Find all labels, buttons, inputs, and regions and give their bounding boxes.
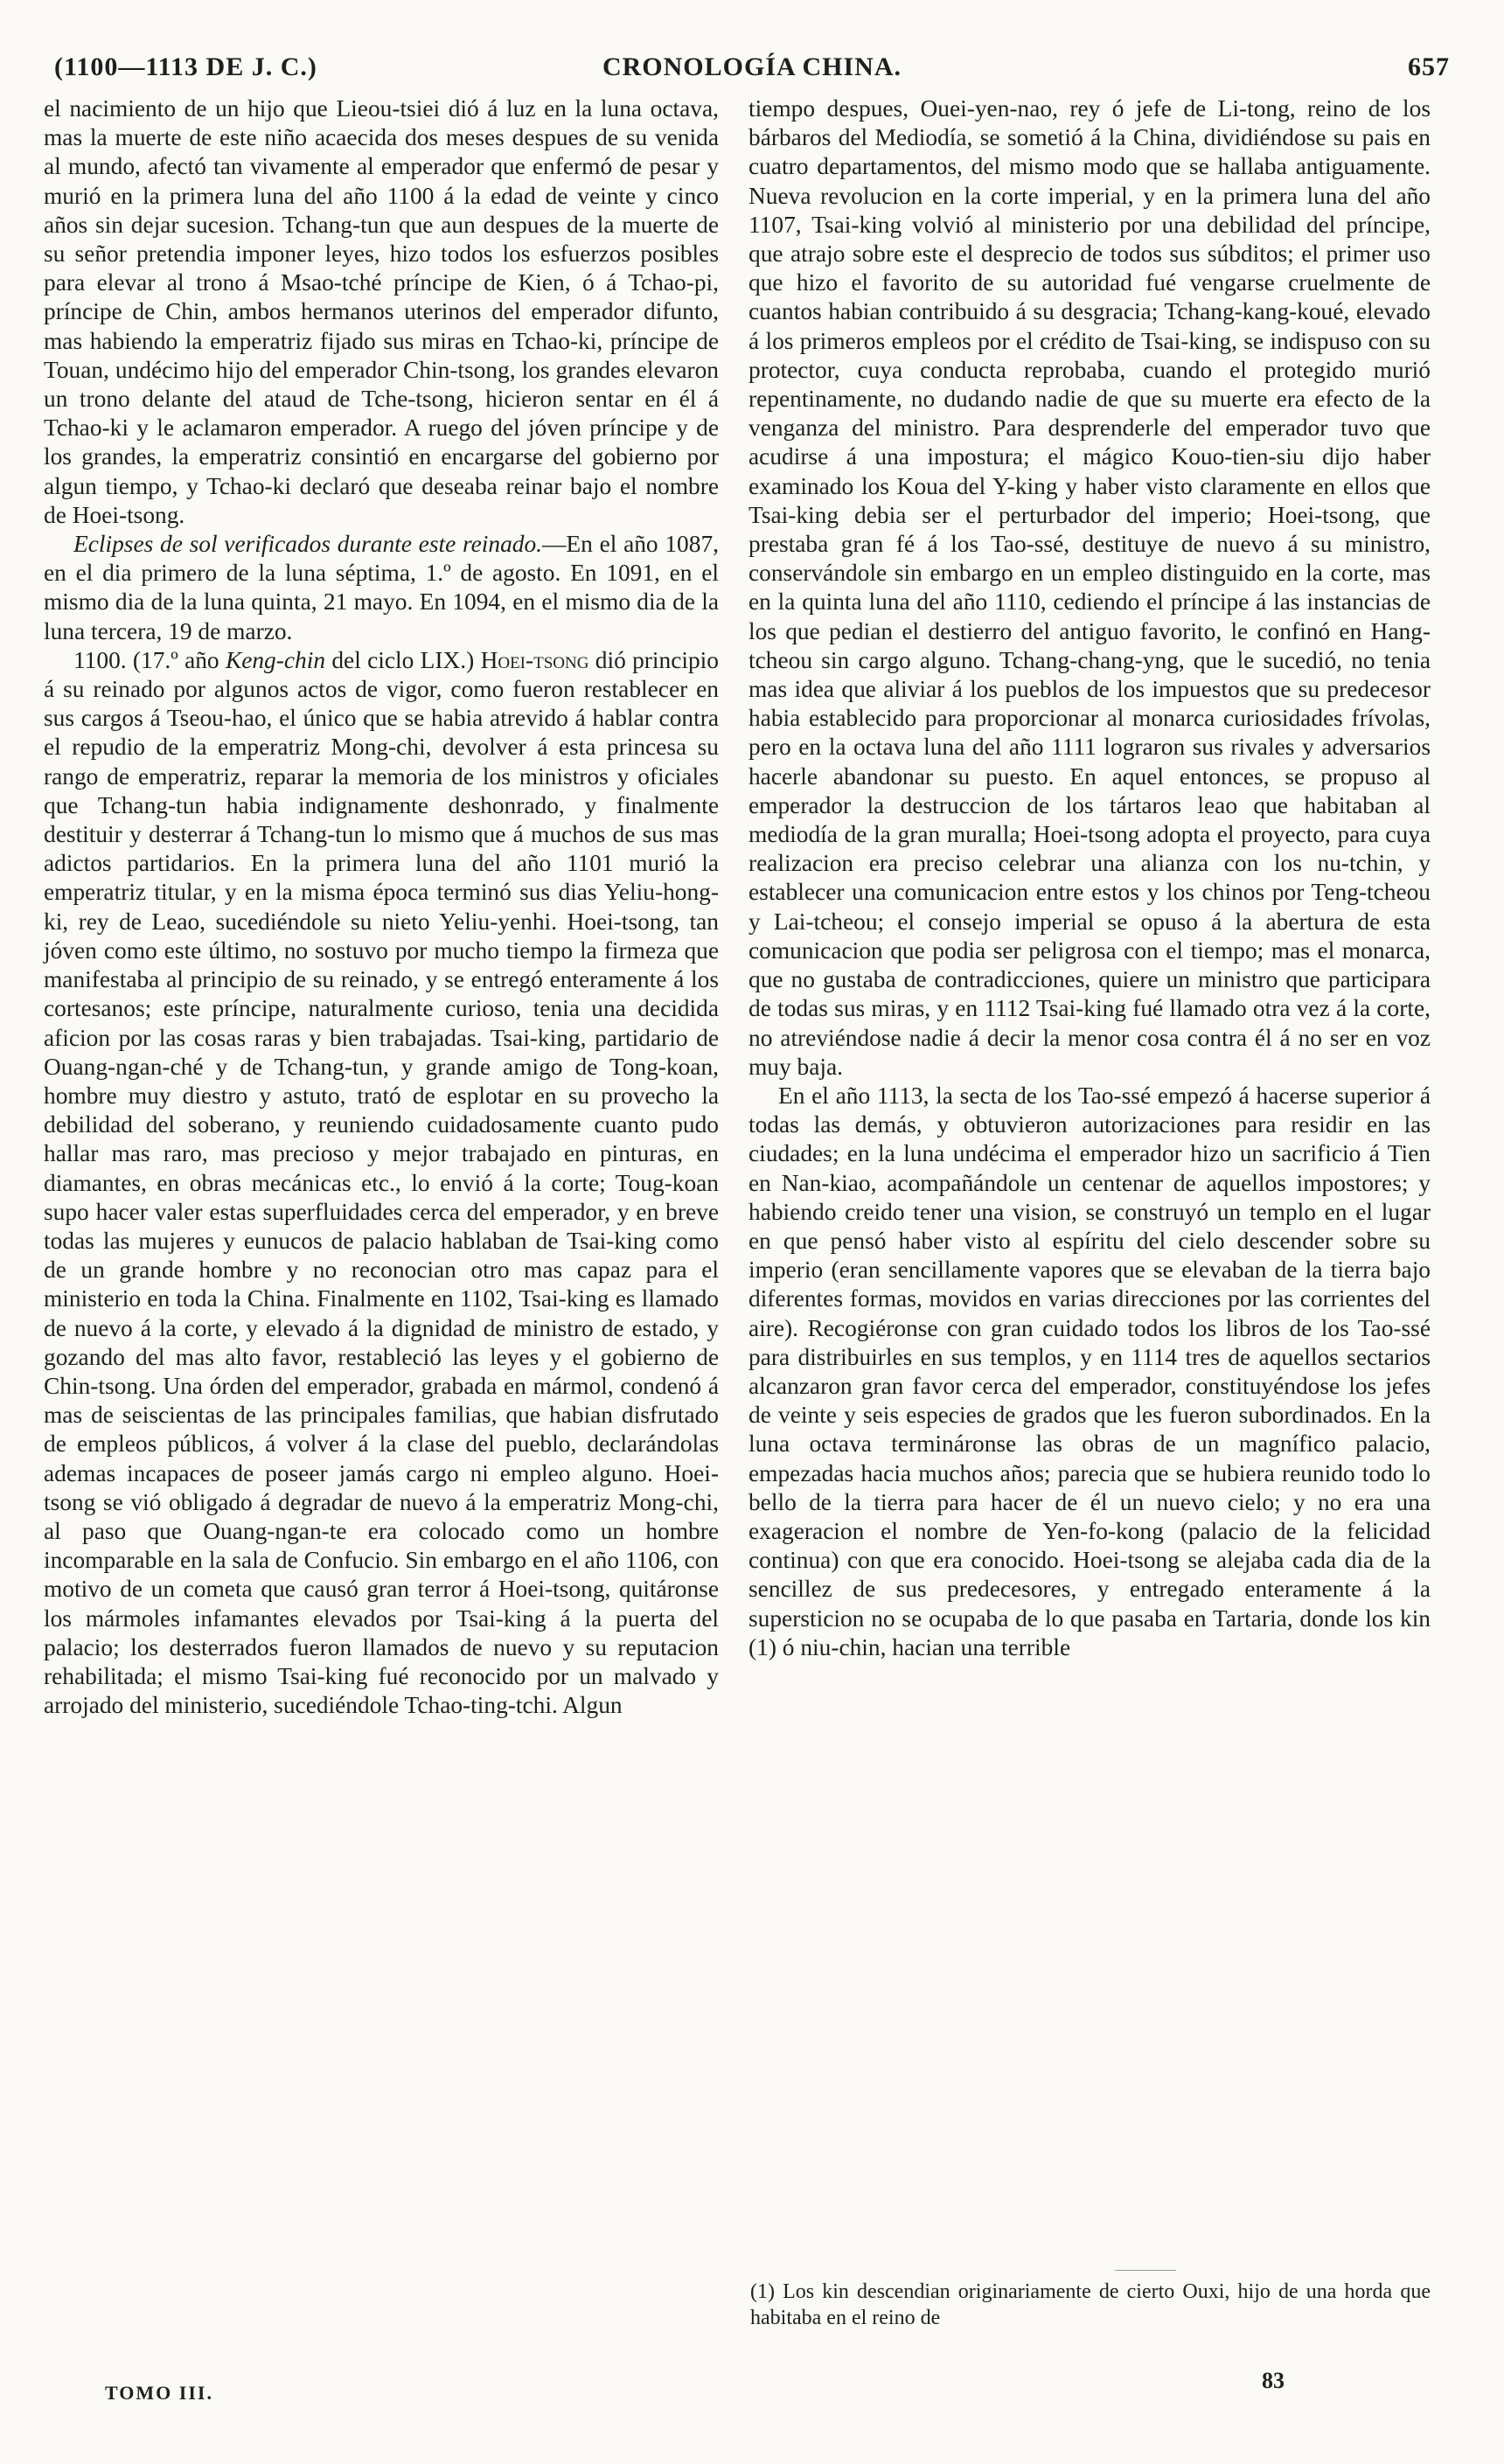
header-date-range: (1100—1113 DE J. C.) [54, 52, 317, 81]
eclipses-title: Eclipses de sol verificados durante este reinado. [73, 531, 543, 558]
eclipses-paragraph [44, 530, 719, 646]
year-1100-paragraph [44, 646, 719, 1721]
footnote: (1) Los kin descendian originariamente de cierto Ouxi, hijo de una horda que habitaba en el reino de [750, 2280, 1431, 2329]
signature-mark: 83 [1262, 2368, 1285, 2393]
right-paragraph-1: tiempo despues, Ouei-yen-nao, rey ó jefe de Li-tong, reino de los bárbaros del Mediodía, se sometió á la China, dividiéndose su pais en cuatro departamentos, del mismo modo que se hallaba antiguamente. Nueva revolucion en la corte imperial, y en la primera luna del año 1107, Tsai-king volvió al ministerio por una debilidad del príncipe, que atrajo sobre este el desprecio de todos sus súbditos; el primer uso que hizo el favorito de su autoridad fué vengarse cruelmente de cuantos habian contribuido á su desgracia; Tchang-kang-koué, elevado á los primeros empleos por el crédito de Tsai-king, se indispuso con su protector, cuya conducta reprobaba, cuando el protegido murió repentinamente, no dudando nadie de que su muerte era efecto de la venganza del ministro. Para desprenderle del emperador tuvo que acudirse á una impostura; el mágico Kouo-tien-siu dijo haber examinado los Koua del Y-king y haber visto claramente en ellos que Tsai-king debia ser el perturbador del imperio; Hoei-tsong, que prestaba gran fé á los Tao-ssé, destituye de nuevo á su ministro, conservándole sin embargo en un empleo distinguido en la corte, mas en la quinta luna del año 1110, cediendo el príncipe á las instancias de los que pedian el destierro del antiguo favorito, le confinó en Hang-tcheou sin cargo alguno. Tchang-chang-yng, que le sucedió, no tenia mas idea que aliviar á los pueblos de los impuestos que su predecesor habia establecido para proporcionar al monarca curiosidades frívolas, pero en la octava luna del año 1111 lograron sus rivales y adversarios hacerle abandonar su puesto. En aquel entonces, se propuso al emperador la destruccion de los tártaros leao que habitaban al mediodía de la gran muralla; Hoei-tsong adopta el proyecto, para cuya realizacion era preciso celebrar una alianza con los nu-tchin, y establecer una comunicacion entre estos y los chinos por Teng-tcheou y Lai-tcheou; el consejo imperial se opuso á la abertura de esta comunicacion que podia ser peligrosa con el tiempo; mas el monarca, que no gustaba de contradicciones, quiere un ministro que participara de todas sus miras, y en 1112 Tsai-king fué llamado otra vez á la corte, no atreviéndose nadie á decir la menor cosa contra él á no ser en voz muy baja. [749, 95, 1431, 1080]
right-column [749, 94, 1431, 1662]
header-title: CRONOLOGÍA CHINA. [602, 52, 902, 81]
page-number: 657 [1408, 52, 1450, 81]
year-1100-lead: 1100. (17.º año [73, 646, 219, 673]
volume-label: TOMO III. [105, 2382, 213, 2404]
left-paragraph-1: el nacimiento de un hijo que Lieou-tsiei dió á luz en la luna octava, mas la muerte de este niño acaecida dos meses despues de su venida al mundo, afectó tan vivamente al emperador que enfermó de pesar y murió en la primera luna del año 1100 á la edad de veinte y cinco años sin dejar sucesion. Tchang-tun que aun despues de la muerte de su señor pretendia imponer leyes, hizo todos los esfuerzos posibles para elevar al trono á Msao-tché príncipe de Kien, ó á Tchao-pi, príncipe de Chin, ambos hermanos uterinos del emperador difunto, mas habiendo la emperatriz fijado sus miras en Tchao-ki, príncipe de Touan, undécimo hijo del emperador Chin-tsong, los grandes elevaron un trono delante del ataud de Tche-tsong, hicieron sentar en él á Tchao-ki y le aclamaron emperador. A ruego del jóven príncipe y de los grandes, la emperatriz consintió en encargarse del gobierno por algun tiempo, y Tchao-ki declaró que deseaba reinar bajo el nombre de Hoei-tsong. [44, 95, 719, 528]
right-paragraph-2: En el año 1113, la secta de los Tao-ssé empezó á hacerse superior á todas las demás, y obtuvieron autorizaciones para residir en las ciudades; en la luna undécima el emperador hizo un sacrificio á Tien en Nan-kiao, acompañándole un centenar de aquellos impostores; y habiendo creido tener una vision, se construyó un templo en el lugar en que pensó haber visto al espíritu del cielo descender sobre su imperio (eran sencillamente vapores que se elevaban de la tierra bajo diferentes formas, movidos en varias direcciones por las corrientes del aire). Recogiéronse con gran cuidado todos los libros de los Tao-ssé para distribuirles en sus templos, y en 1114 tres de aquellos sectarios alcanzaron gran favor cerca del emperador, constituyéndose los jefes de veinte y seis especies de grados que les fueron subordinados. En la luna octava termináronse las obras de un magnífico palacio, empezadas hacia muchos años; parecia que se hubiera reunido todo lo bello de la tierra para hacer de él un nuevo cielo; y no era una exageracion el nombre de Yen-fo-kong (palacio de la felicidad continua) con que era conocido. Hoei-tsong se alejaba cada dia de la sencillez de sus predecesores, y entregado enteramente á la supersticion no se ocupaba de lo que pasaba en Tartaria, donde los kin (1) ó niu-chin, hacian una terrible [749, 1082, 1431, 1660]
left-column [44, 94, 719, 1720]
cycle-rest: del ciclo LIX.) [331, 646, 475, 673]
emperor-name: Hoei-tsong [480, 646, 589, 673]
eclipses-body: —En el año 1087, en el dia primero de la luna séptima, 1.º de agosto. En 1091, en el mismo dia de la luna quinta, 21 mayo. En 1094, en el mismo dia de la luna tercera, 19 de marzo. [44, 531, 719, 644]
year-1100-body: dió principio á su reinado por algunos actos de vigor, como fueron restablecer en sus cargos á Tseou-hao, el único que se habia atrevido á hablar contra el repudio de la emperatriz Mong-chi, devolver á esta princesa su rango de emperatriz, reparar la memoria de los ministros y oficiales que Tchang-tun habia indignamente deshonrado, y finalmente destituir y desterrar á Tchang-tun lo mismo que á muchos de sus mas adictos partidarios. En la primera luna del año 1101 murió la emperatriz titular, y en la misma época terminó sus dias Yeliu-hong-ki, rey de Leao, sucediéndole su nieto Yeliu-yenhi. Hoei-tsong, tan jóven como este último, no sostuvo por mucho tiempo la firmeza que manifestaba al principio de su reinado, y se entregó enteramente á los cortesanos; este príncipe, naturalmente curioso, tenia una decidida aficion por las cosas raras y bien trabajadas. Tsai-king, partidario de Ouang-ngan-ché y de Tchang-tun, y grande amigo de Tong-koan, hombre muy diestro y astuto, trató de esplotar en su provecho la debilidad del soberano, y reuniendo cuidadosamente cuanto pudo hallar mas raro, mas precioso y mejor trabajado en pinturas, en diamantes, en obras mecánicas etc., lo envió á la corte; Toug-koan supo hacer valer estas superfluidades cerca del emperador, y en breve todas las mujeres y eunucos de palacio hablaban de Tsai-king como de un grande hombre y no reconocian otro mas capaz para el ministerio en toda la China. Finalmente en 1102, Tsai-king es llamado de nuevo á la corte, y elevado á la dignidad de ministro de estado, y gozando del mas alto favor, restableció las leyes y el gobierno de Chin-tsong. Una órden del emperador, grabada en mármol, condenó á mas de seiscientas de las principales familias, que habian disfrutado de empleos públicos, á volver á la clase del pueblo, declarándolas ademas incapaces de poseer jamás cargo ni empleo alguno. Hoei-tsong se vió obligado á degradar de nuevo á la emperatriz Mong-chi, al paso que Ouang-ngan-te era colocado como un hombre incomparable en la sala de Confucio. Sin embargo en el año 1106, con motivo de un cometa que causó gran terror á Hoei-tsong, quitáronse los mármoles infamantes elevados por Tsai-king á la puerta del palacio; los desterrados fueron llamados de nuevo y su reputacion rehabilitada; el mismo Tsai-king fué reconocido por un malvado y arrojado del ministerio, sucediéndole Tchao-ting-tchi. Algun [44, 646, 719, 1719]
footnote-rule [1115, 2270, 1176, 2271]
cycle-name: Keng-chin [225, 646, 326, 673]
page-header [54, 52, 1450, 91]
